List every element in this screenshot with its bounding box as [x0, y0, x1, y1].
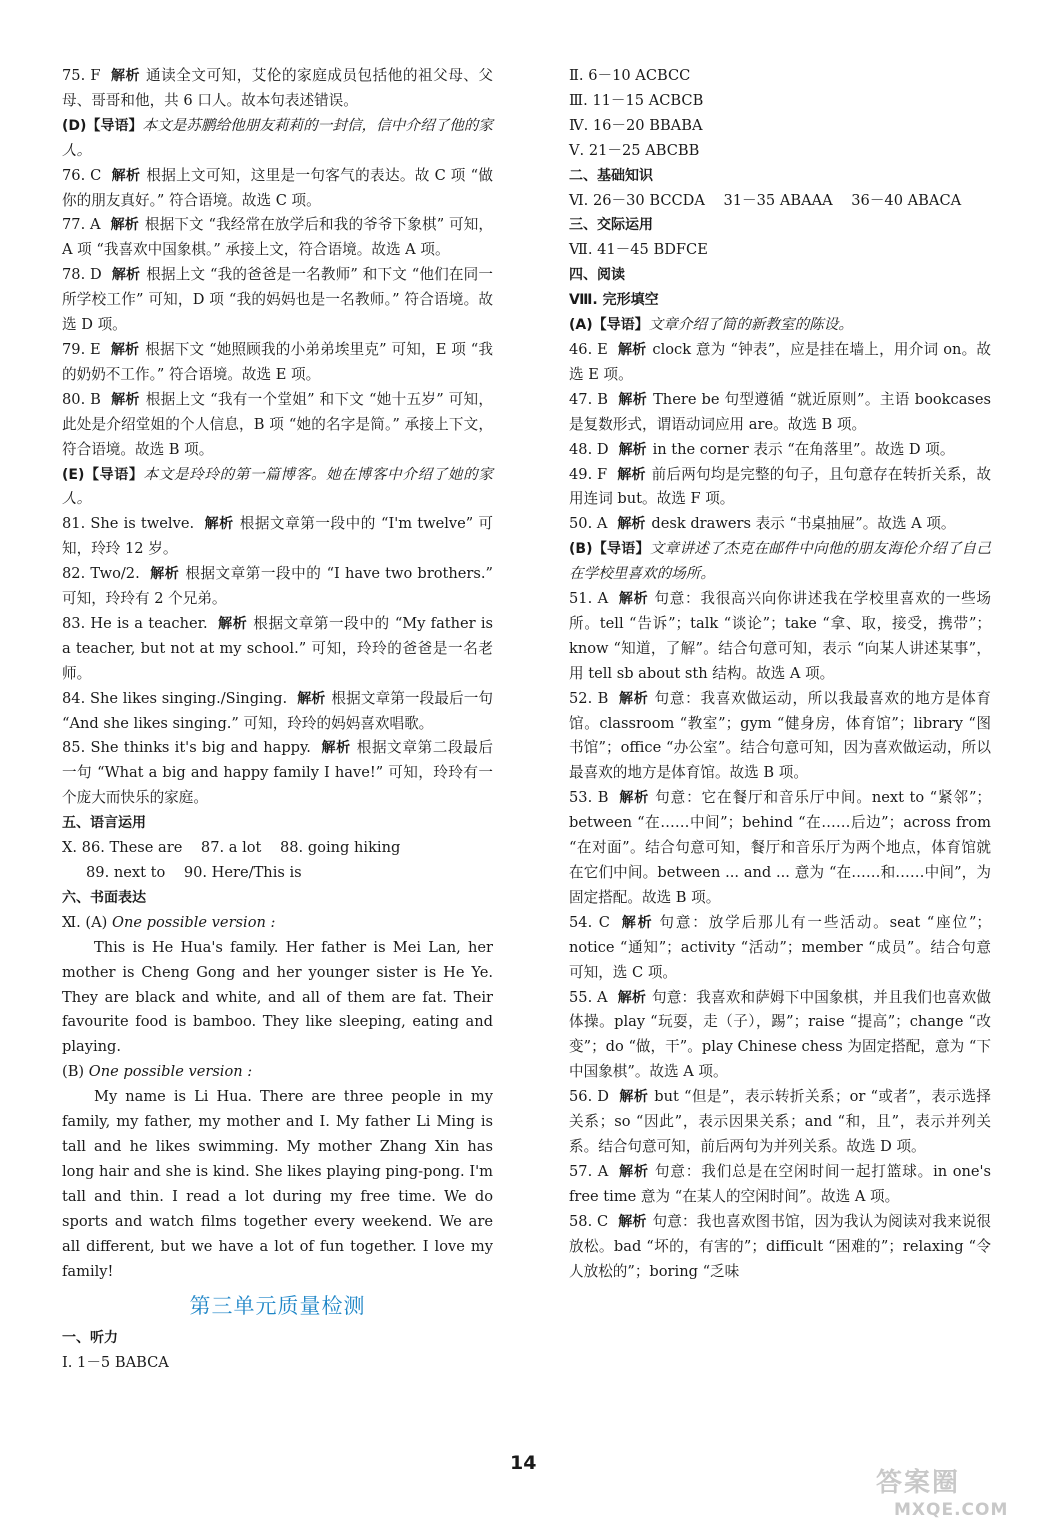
section-5-heading: 五、语言运用: [62, 815, 146, 832]
answer-76: 76. C 解析 根据上文可知，这里是一句客气的表达。故 C 项 “做你的朋友真好。” 符合语境。故选 C 项。: [62, 166, 494, 209]
listening-16-20: Ⅳ. 16－20 BBABA: [569, 116, 703, 134]
answer-83: 83. He is a teacher. 解析 根据文章第一段中的 “My father is a teacher, but not at my school.” 可知，玲玲的爸爸是一名老师。: [62, 614, 493, 682]
intro-d: (D)【导语】本文是苏鹏给他朋友莉莉的一封信，信中介绍了他的家人。: [62, 116, 493, 159]
answer-51: 51. A 解析 句意：我很高兴向你讲述我在学校里喜欢的一些场所。tell “告诉”；talk “谈论”；take “拿、取，接受，携带”；know “知道，了解”。结合句意可知，表示 “向某人讲述某事”，用 tell sb about sth 结构。故选 A 项。: [569, 590, 992, 682]
answer-75: 75. F 解析 通读全文可知，艾伦的家庭成员包括他的祖父母、父母、哥哥和他，共 6 口人。故本句表述错误。: [62, 67, 493, 109]
answer-47: 47. B 解析 There be 句型遵循 “就近原则”。主语 bookcases 是复数形式，谓语动词应用 are。故选 B 项。: [569, 390, 992, 433]
essay-a-label: Ⅺ. (A) One possible version :: [62, 913, 276, 931]
answer-79: 79. E 解析 根据下文 “她照顾我的小弟弟埃里克” 可知，E 项 “我的奶奶不工作。” 符合语境。故选 E 项。: [62, 340, 494, 383]
answers-89-90: 89. next to 90. Here/This is: [86, 864, 302, 881]
listening-21-25: Ⅴ. 21－25 ABCBB: [569, 141, 700, 159]
watermark-logo: [876, 1468, 1032, 1528]
answer-82: 82. Two/2. 解析 根据文章第一段中的 “I have two brothers.” 可知，玲玲有 2 个兄弟。: [62, 565, 494, 608]
section-2-heading: 二、基础知识: [569, 167, 653, 184]
essay-a-text: This is He Hua's family. Her father is Mei Lan, her mother is Cheng Gong and her younger sister is He Ye. They are black and white, and all of them are fat. Their favourite food is bamboo. They like sleeping, eating and playing.: [62, 938, 493, 1056]
answers-86-88: Ⅹ. 86. These are 87. a lot 88. going hiking: [62, 839, 401, 857]
answer-81: 81. She is twelve. 解析 根据文章第一段中的 “I'm twelve” 可知，玲玲 12 岁。: [62, 515, 493, 558]
intro-e: (E)【导语】本文是玲玲的第一篇博客。她在博客中介绍了她的家人。: [62, 465, 493, 508]
answer-49: 49. F 解析 前后两句均是完整的句子，且句意存在转折关系，故用连词 but。故选 F 项。: [569, 465, 992, 508]
essay-b-text: My name is Li Hua. There are three people in my family, my father, my mother and I. My father Li Ming is tall and he likes swimming. My mother Zhang Xin has long hair and she is kind. She likes playing ping-pong. I'm tall and thin. I read a lot during my free time. We do sports and watch films together every weekend. We are all different, but we have a lot of fun together. I love my family!: [62, 1088, 493, 1280]
answer-46: 46. E 解析 clock 意为 “钟表”，应是挂在墙上，用介词 on。故选 E 项。: [569, 340, 992, 383]
answer-85: 85. She thinks it's big and happy. 解析 根据文章第二段最后一句 “What a big and happy family I have!” 可知，玲玲有一个庞大而快乐的家庭。: [62, 739, 493, 807]
answer-53: 53. B 解析 句意：它在餐厅和音乐厅中间。next to “紧邻”；between “在……中间”；behind “在……后边”；across from “在对面”。结合句意可知，餐厅和音乐厅为两个地点，体育馆就在它们中间。between ... and ... 意为 “在……和……中间”，为固定搭配。故选 B 项。: [569, 789, 992, 906]
answer-78: 78. D 解析 根据上文 “我的爸爸是一名教师” 和下文 “他们在同一所学校工作” 可知，D 项 “我的妈妈也是一名教师。” 符合语境。故选 D 项。: [62, 266, 493, 334]
section-4-heading: 四、阅读: [569, 267, 625, 284]
cloze-heading: Ⅷ. 完形填空: [569, 292, 659, 309]
right-column: [569, 64, 991, 1284]
listening-1-5: Ⅰ. 1－5 BABCA: [62, 1354, 169, 1372]
answer-55: 55. A 解析 句意：我喜欢和萨姆下中国象棋，并且我们也喜欢做体操。play “玩耍，走（子），踢”；raise “提高”；change “改变”；do “做，干”。play Chinese chess 为固定搭配，意为 “下中国象棋”。故选 A 项。: [569, 988, 992, 1081]
watermark-bottom-text: MXQE.COM: [894, 1500, 1009, 1520]
answer-77: 77. A 解析 根据下文 “我经常在放学后和我的爷爷下象棋” 可知，A 项 “我喜欢中国象棋。” 承接上文，符合语境。故选 A 项。: [62, 216, 494, 259]
listening-11-15: Ⅲ. 11－15 ACBCB: [569, 91, 704, 109]
basic-26-40: Ⅵ. 26－30 BCCDA 31－35 ABAAA 36－40 ABACA: [569, 191, 962, 209]
essay-b-label: (B) One possible version :: [62, 1063, 253, 1081]
intro-a: (A)【导语】文章介绍了简的新教室的陈设。: [569, 316, 853, 334]
left-column: [62, 64, 493, 1376]
answer-84: 84. She likes singing./Singing. 解析 根据文章第一段最后一句 “And she likes singing.” 可知，玲玲的妈妈喜欢唱歌。: [62, 689, 493, 732]
communication-41-45: Ⅶ. 41－45 BDFCE: [569, 241, 708, 259]
unit-3-title: 第三单元质量检测: [189, 1294, 366, 1319]
answer-50: 50. A 解析 desk drawers 表示 “书桌抽屉”。故选 A 项。: [569, 515, 956, 533]
answer-57: 57. A 解析 句意：我们总是在空闲时间一起打篮球。in one's free time 意为 “在某人的空闲时间”。故选 A 项。: [569, 1162, 992, 1205]
answer-56: 56. D 解析 but “但是”，表示转折关系；or “或者”，表示选择关系；so “因此”，表示因果关系；and “和，且”，表示并列关系。结合句意可知，前后两句为并列关系。故选 D 项。: [569, 1088, 991, 1155]
page-number: 14: [510, 1452, 537, 1474]
answer-80: 80. B 解析 根据上文 “我有一个堂姐” 和下文 “她十五岁” 可知，此处是介绍堂姐的个人信息，B 项 “她的名字是简。” 承接上下文，符合语境。故选 B 项。: [62, 390, 493, 458]
answer-58: 58. C 解析 句意：我也喜欢图书馆，因为我认为阅读对我来说很放松。bad “坏的，有害的”；difficult “困难的”；relaxing “令人放松的”；boring “乏味: [569, 1212, 992, 1280]
section-3-heading: 三、交际运用: [569, 217, 653, 234]
section-1-heading: 一、听力: [62, 1330, 118, 1347]
section-6-heading: 六、书面表达: [62, 889, 146, 906]
listening-6-10: Ⅱ. 6－10 ACBCC: [569, 67, 691, 84]
answer-48: 48. D 解析 in the corner 表示 “在角落里”。故选 D 项。: [569, 440, 955, 458]
watermark-top-text: 答案圈: [876, 1468, 961, 1498]
intro-b: (B)【导语】文章讲述了杰克在邮件中向他的朋友海伦介绍了自己在学校里喜欢的场所。: [569, 540, 991, 583]
answer-52: 52. B 解析 句意：我喜欢做运动，所以我最喜欢的地方是体育馆。classroom “教室”；gym “健身房，体育馆”；library “图书馆”；office “办公室”。结合句意可知，因为喜欢做运动，所以最喜欢的地方是体育馆。故选 B 项。: [569, 689, 991, 782]
answer-54: 54. C 解析 句意：放学后那儿有一些活动。seat “座位”；notice “通知”；activity “活动”；member “成员”。结合句意可知，选 C 项。: [569, 913, 992, 981]
